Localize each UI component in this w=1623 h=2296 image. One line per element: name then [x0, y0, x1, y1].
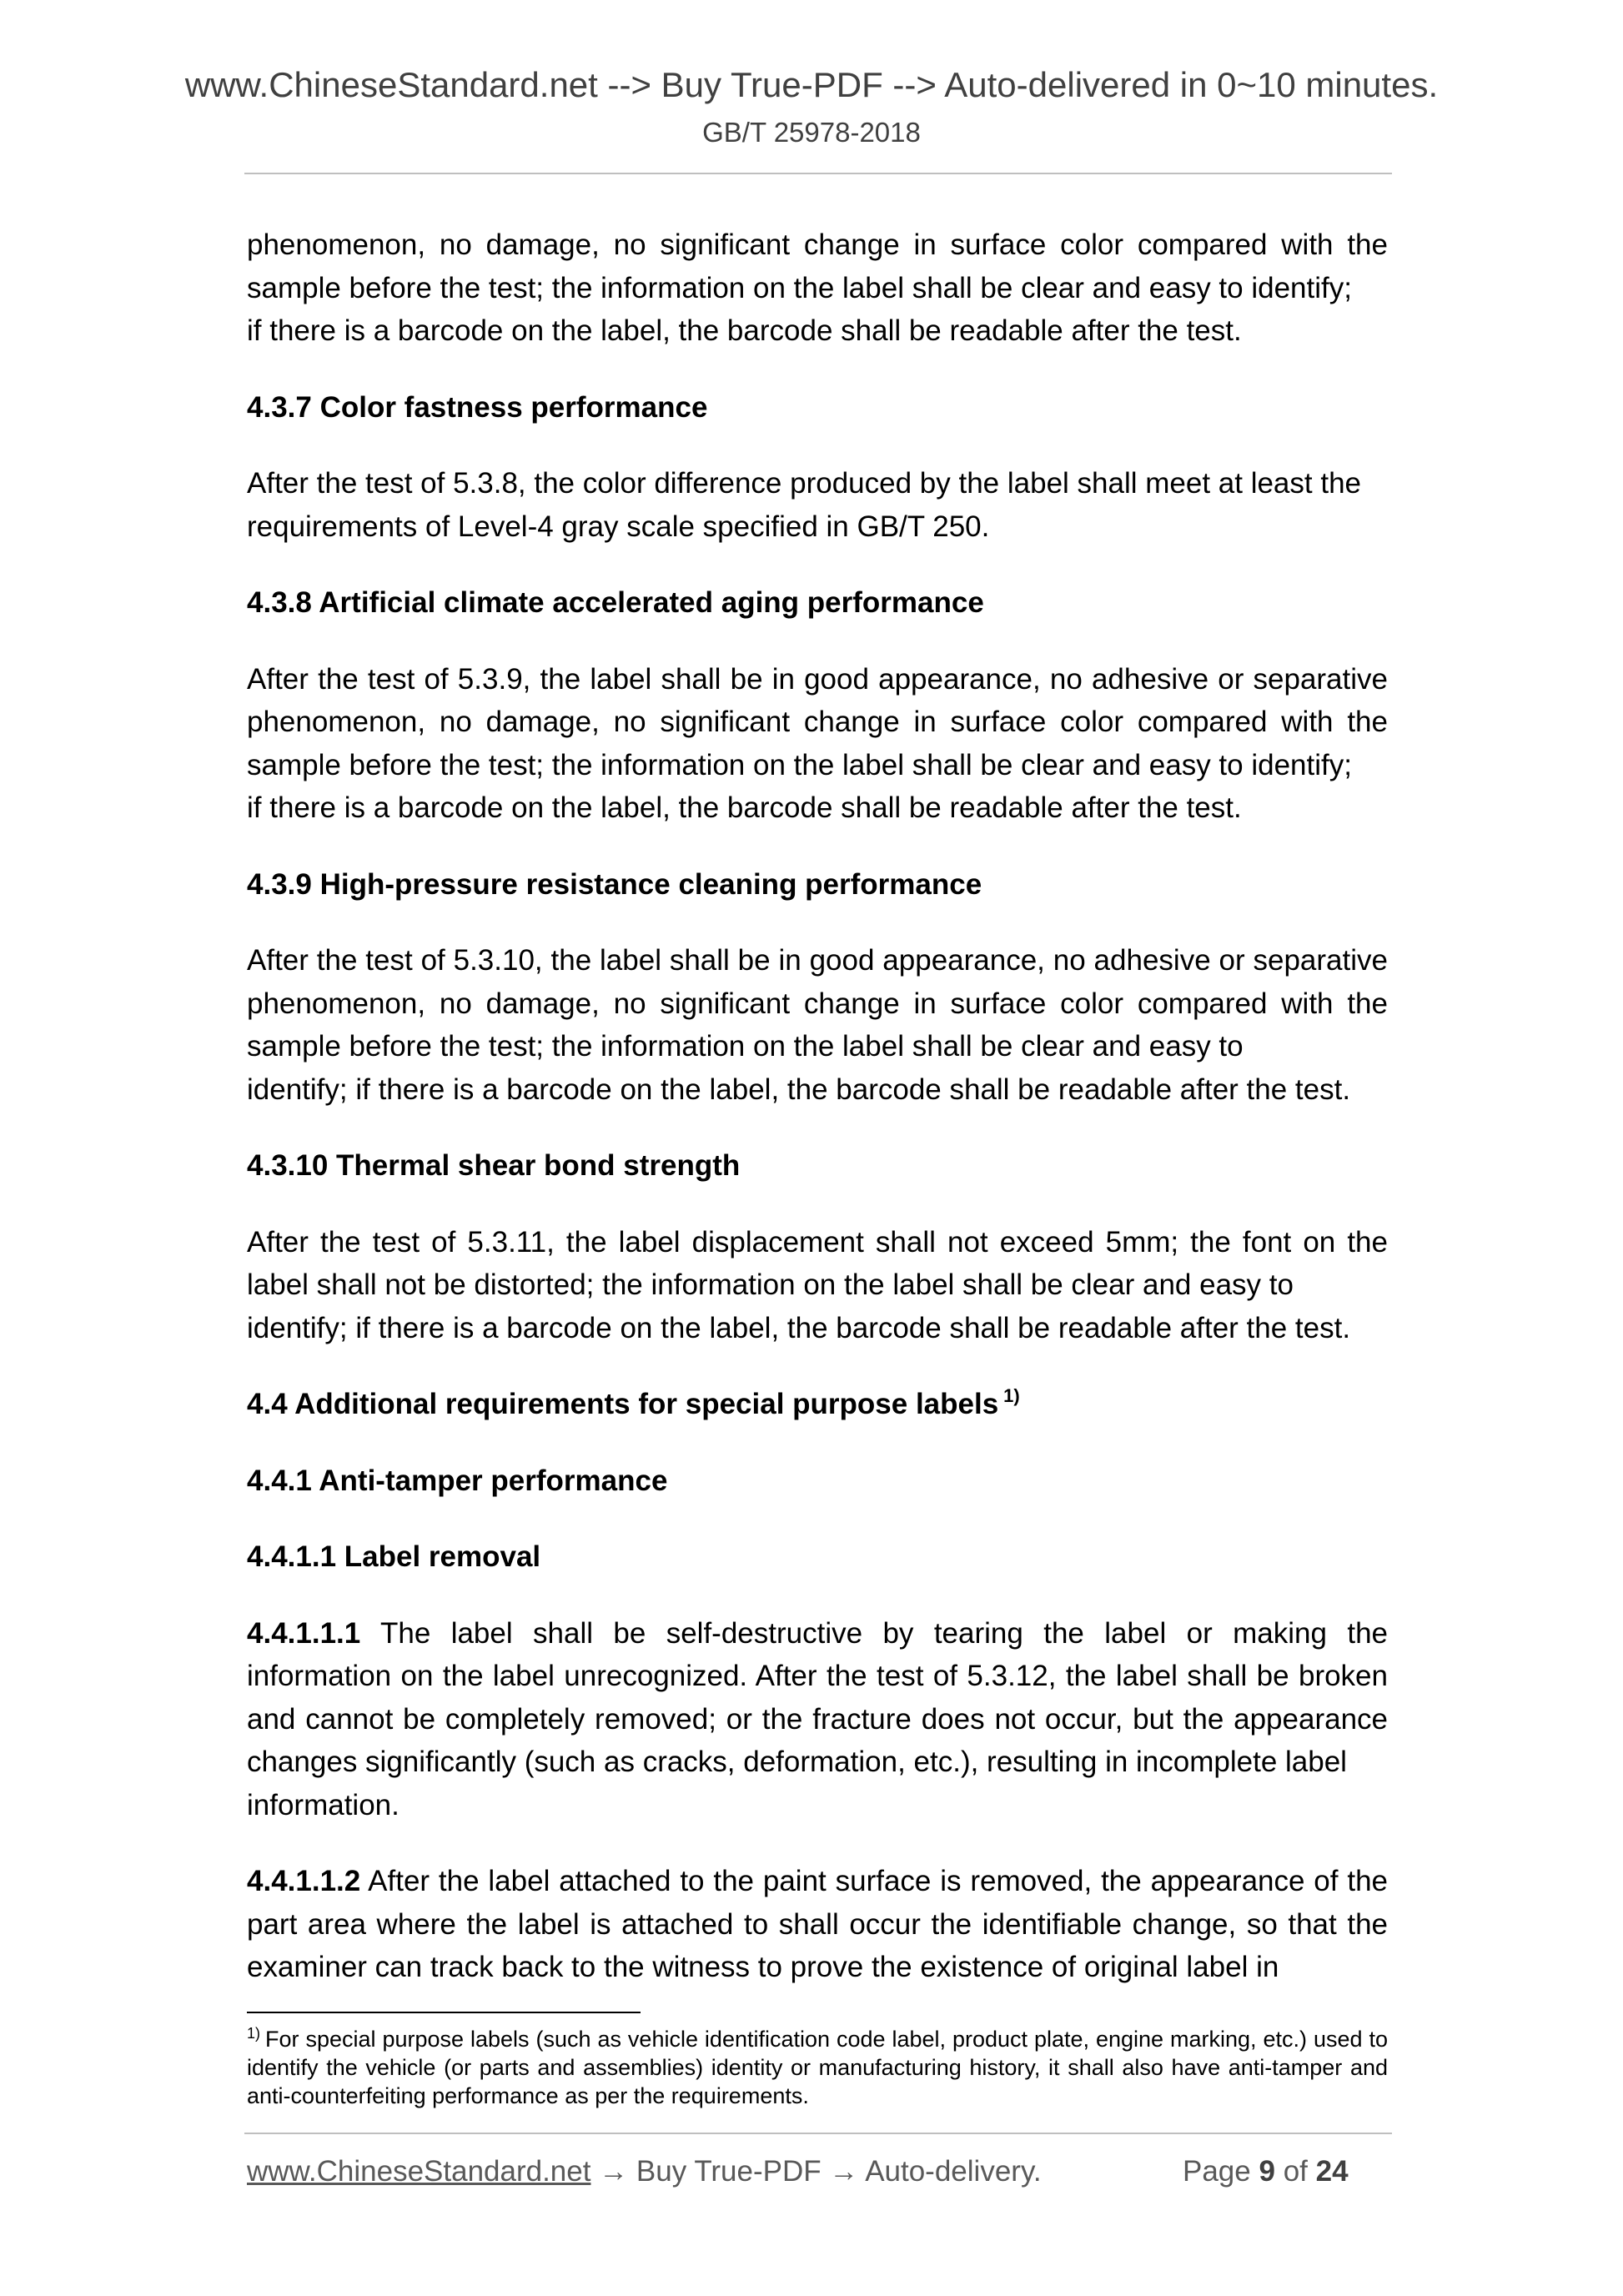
header-divider [244, 173, 1392, 174]
footnote-reference[interactable]: 1) [1003, 1385, 1020, 1406]
page-number: Page 9 of 24 [1183, 2155, 1349, 2188]
paragraph-4-4-1-1-1: 4.4.1.1.1 The label shall be self-destructive by tearing the label or making the information on the label unrecognized. After the test of 5.3.12, the label shall be broken and cannot be completely removed; or the fracture does not occur, but the appearance changes significantly (such as cracks, deformation, etc.), resulting in incomplete label information. [247, 1616, 1388, 1821]
heading-4-4-1-1: 4.4.1.1 Label removal [247, 1540, 541, 1573]
heading-4-4: 4.4 Additional requirements for special purpose labels $^{1)}$ [247, 1385, 1020, 1420]
paragraph-4-3-7: After the test of 5.3.8, the color difference produced by the label shall meet at least the requirements of Level-4 gray scale specified in GB/T 250. [247, 467, 1361, 543]
footnote-separator [247, 2012, 641, 2013]
footer-website-link[interactable]: www.ChineseStandard.net [247, 2155, 591, 2188]
header-standard-number: GB/T 25978-2018 [702, 117, 921, 148]
heading-4-3-7: 4.3.7 Color fastness performance [247, 390, 708, 424]
document-body [247, 224, 1388, 2022]
paragraph-4-3-10: After the test of 5.3.11, the label displacement shall not exceed 5mm; the font on the label shall not be distorted; the information on the label shall be clear and easy to identify; if there is a barcode on the label, the barcode shall be readable after the test. [247, 1225, 1388, 1344]
heading-4-4-1: 4.4.1 Anti-tamper performance [247, 1464, 668, 1497]
heading-4-3-10: 4.3.10 Thermal shear bond strength [247, 1149, 741, 1182]
footer-divider [244, 2133, 1392, 2134]
heading-4-3-9: 4.3.9 High-pressure resistance cleaning performance [247, 867, 982, 901]
paragraph-4-3-8: After the test of 5.3.9, the label shall be in good appearance, no adhesive or separative phenomenon, no damage, no significant change in surface color compared with the sample before the test; the information on the label shall be clear and easy to identify; if there is a barcode on the label, the barcode shall be readable after the test. [247, 662, 1388, 824]
footer-links: www.ChineseStandard.net → Buy True-PDF → Auto-delivery. [247, 2155, 1042, 2188]
header-title: www.ChineseStandard.net --> Buy True-PDF --> Auto-delivered in 0~10 minutes. [184, 65, 1439, 104]
paragraph-continued: phenomenon, no damage, no significant change in surface color compared with the sample before the test; the information on the label shall be clear and easy to identify; if there is a barcode on the label, the barcode shall be readable after the test. [247, 229, 1388, 347]
arrow-icon: → [821, 2155, 866, 2188]
footnote: $^{1)}$ For special purpose labels (such as vehicle identification code label, product plate, engine marking, etc.) used to identify the vehicle (or parts and assemblies) identity or manufacturing history, it shall also have anti-tamper and anti-counterfeiting performance as per the requirements. [247, 2025, 1388, 2108]
arrow-icon: → [590, 2155, 636, 2188]
heading-4-3-8: 4.3.8 Artificial climate accelerated aging performance [247, 586, 984, 619]
paragraph-4-4-1-1-2: 4.4.1.1.2 After the label attached to the paint surface is removed, the appearance of the part area where the label is attached to shall occur the identifiable change, so that the examiner can track back to the witness to prove the existence of original label in [247, 1865, 1388, 1983]
paragraph-4-3-9: After the test of 5.3.10, the label shall be in good appearance, no adhesive or separative phenomenon, no damage, no significant change in surface color compared with the sample before the test; the information on the label shall be clear and easy to identify; if there is a barcode on the label, the barcode shall be readable after the test. [247, 944, 1388, 1106]
